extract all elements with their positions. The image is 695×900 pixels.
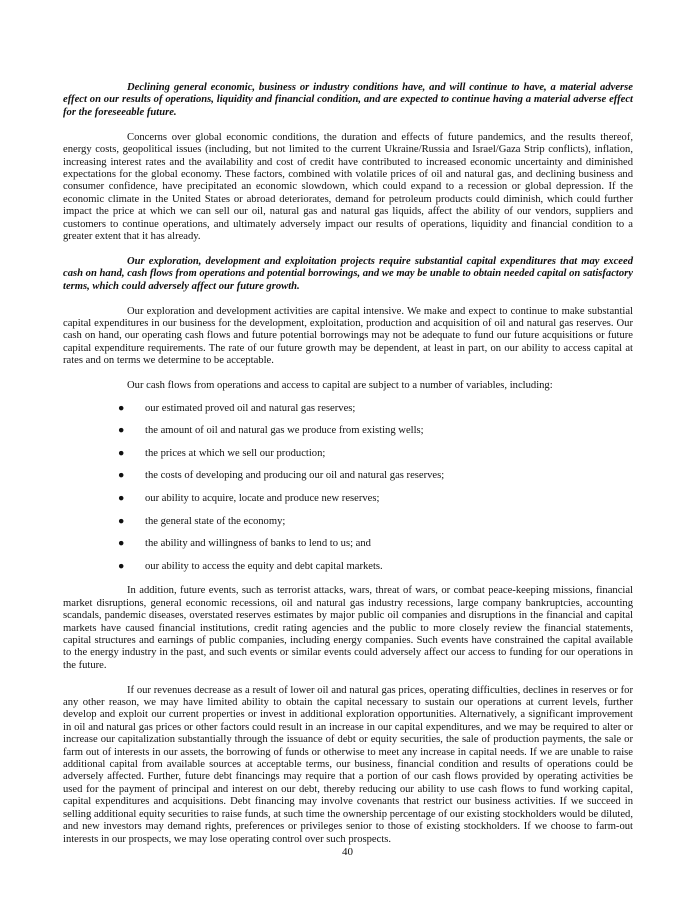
- bullet-icon: ●: [118, 425, 125, 437]
- list-item: [63, 561, 633, 584]
- list-item: [63, 516, 633, 539]
- list-item: [63, 538, 633, 561]
- paragraph: In addition, future events, such as terrorist attacks, wars, threat of wars, or combat peace-keeping missions, financial market disruptions, general economic recessions, oil and natural gas industry recessions, large company bankruptcies, accounting scandals, pandemic diseases, overstated reserves estimates by major public oil companies and disruptions in the financial and capital markets have caused financial institutions, credit rating agencies and the public to more closely review the financial statements, capital structures and earnings of public companies, including energy companies. Such events have constrained the capital available to the energy industry in the past, and such events or similar events could adversely affect our access to funding for our operations in the future.: [63, 585, 633, 671]
- bullet-icon: ●: [118, 447, 125, 459]
- paragraph: If our revenues decrease as a result of lower oil and natural gas prices, operating difficulties, declines in reserves or for any other reason, we may have limited ability to obtain the capital necessary to sustain our operations at current levels, further develop and exploit our current properties or invest in additional exploration opportunities. Alternatively, a significant improvement in oil and natural gas prices or other factors could result in an increase in our capital expenditures, and we may be required to alter or increase our capitalization substantially through the issuance of debt or equity securities, the sale of production payments, the sale or farm out of interests in our assets, the borrowing of funds or otherwise to meet any increase in capital needs. If we are unable to raise additional capital from available sources at acceptable terms, our business, financial condition and results of operations could be adversely affected. Further, future debt financings may require that a portion of our cash flows provided by operating activities be used for the payment of principal and interest on our debt, thereby reducing our ability to use cash flows to fund working capital, capital expenditures and acquisitions. Debt financing may involve covenants that restrict our business activities. If we succeed in selling additional equity securities to raise funds, at such time the ownership percentage of our existing stockholders would be diluted, and new investors may demand rights, preferences or privileges senior to those of existing stockholders. If we choose to farm-out interests in our prospects, we may lose operating control over such prospects.: [63, 684, 633, 845]
- paragraph: Our exploration and development activities are capital intensive. We make and expect to continue to make substantial capital expenditures in our business for the development, exploitation, production and acquisition of oil and natural gas reserves. Our cash on hand, our operating cash flows and future potential borrowings may not be adequate to fund our future acquisitions or future capital expenditure requirements. The rate of our future growth may be dependent, at least in part, on our ability to access capital at rates and on terms we determine to be acceptable.: [63, 305, 633, 367]
- list-item-text: our estimated proved oil and natural gas reserves;: [145, 402, 356, 414]
- list-item-text: our ability to acquire, locate and produce new reserves;: [145, 492, 380, 504]
- section-heading: Our exploration, development and exploitation projects require substantial capital expenditures that may exceed cash on hand, cash flows from operations and potential borrowings, and we may be unable to obtain needed capital on satisfactory terms, which could adversely affect our future growth.: [63, 255, 633, 292]
- document-page: [63, 82, 633, 846]
- list-item: [63, 403, 633, 426]
- list-item-text: our ability to access the equity and debt capital markets.: [145, 560, 383, 572]
- list-item: [63, 448, 633, 471]
- bullet-icon: ●: [118, 470, 125, 482]
- bullet-icon: ●: [118, 492, 125, 504]
- bullet-list: [63, 403, 633, 584]
- page-number: 40: [342, 846, 353, 858]
- bullet-icon: ●: [118, 515, 125, 527]
- list-item-text: the ability and willingness of banks to lend to us; and: [145, 538, 371, 550]
- bullet-icon: ●: [118, 560, 125, 572]
- list-item: [63, 425, 633, 448]
- list-item-text: the amount of oil and natural gas we produce from existing wells;: [145, 425, 424, 437]
- list-item: [63, 493, 633, 516]
- list-item-text: the general state of the economy;: [145, 515, 286, 527]
- bullet-icon: ●: [118, 402, 125, 414]
- bullet-icon: ●: [118, 538, 125, 550]
- list-item-text: the prices at which we sell our production;: [145, 447, 326, 459]
- section-heading: Declining general economic, business or industry conditions have, and will continue to have, a material adverse effect on our results of operations, liquidity and financial condition, and are expected to continue having a material adverse effect for the foreseeable future.: [63, 82, 633, 118]
- list-item-text: the costs of developing and producing our oil and natural gas reserves;: [145, 470, 445, 482]
- paragraph: Concerns over global economic conditions, the duration and effects of future pandemics, and the results thereof, energy costs, geopolitical issues (including, but not limited to the current Ukraine/Russia and Israel/Gaza Strip conflicts), inflation, increasing interest rates and the availability and cost of credit have contributed to increased economic uncertainty and diminished expectations for the global economy. These factors, combined with volatile prices of oil and natural gas, and declining business and consumer confidence, have precipitated an economic slowdown, which could expand to a recession or global depression. If the economic climate in the United States or abroad deteriorates, demand for petroleum products could diminish, which could further impact the price at which we can sell our oil, natural gas and natural gas liquids, affect the ability of our vendors, suppliers and customers to continue operations, and ultimately adversely impact our results of operations, liquidity and financial condition to a greater extent that it has already.: [63, 131, 633, 242]
- list-item: [63, 470, 633, 493]
- paragraph: Our cash flows from operations and access to capital are subject to a number of variables, including:: [127, 380, 553, 392]
